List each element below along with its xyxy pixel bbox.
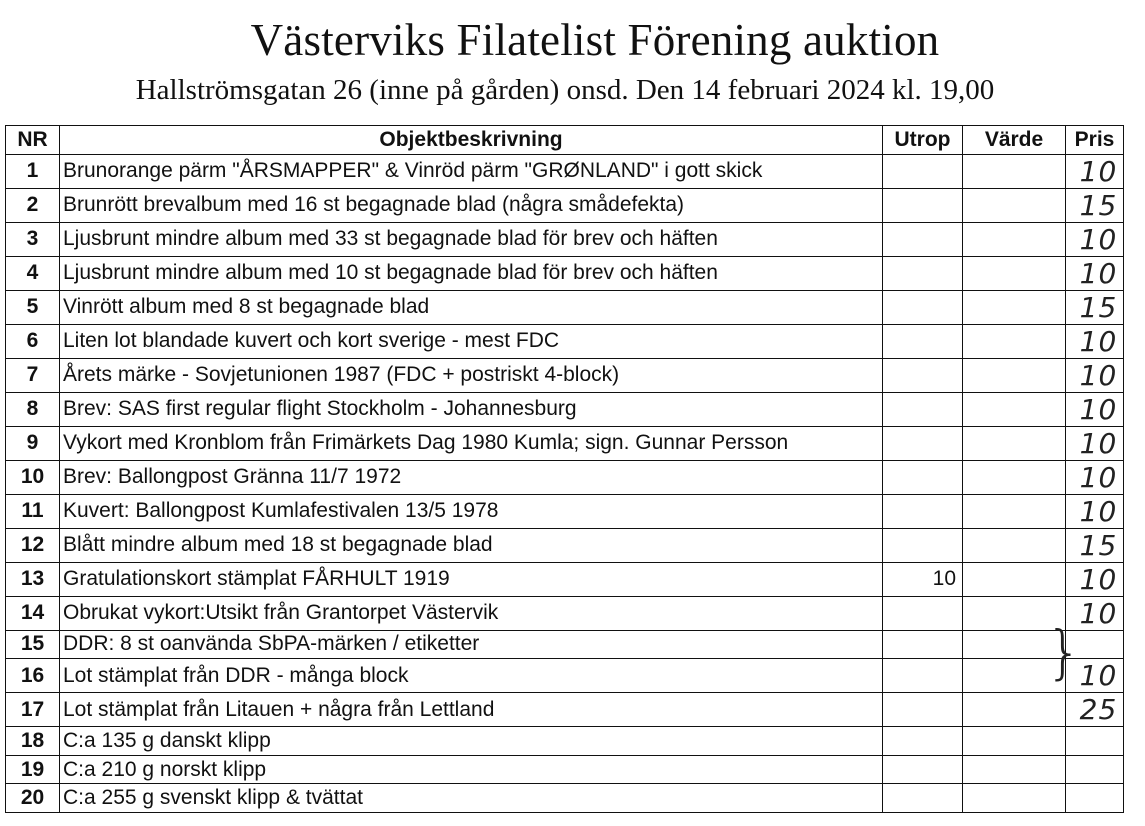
varde-cell (963, 324, 1066, 358)
pris-cell: 15 (1066, 528, 1124, 562)
utrop-cell (883, 693, 963, 727)
utrop-cell (883, 494, 963, 528)
description-cell: Lot stämplat från Litauen + några från Lettland (60, 693, 883, 727)
page-subtitle: Hallströmsgatan 26 (inne på gården) onsd. Den 14 februari 2024 kl. 19,00 (135, 74, 995, 106)
lot-number-cell: 9 (6, 426, 60, 460)
table-row (6, 426, 1124, 460)
table-row (6, 659, 1124, 693)
varde-cell (963, 494, 1066, 528)
pris-cell: 15 (1066, 188, 1124, 222)
lot-number-cell: 7 (6, 358, 60, 392)
pris-cell: 10 (1066, 256, 1124, 290)
handwritten-brace: } (1045, 618, 1083, 687)
pris-cell (1066, 784, 1124, 813)
description-cell: Lot stämplat från DDR - många block (60, 659, 883, 693)
pris-cell: 10 (1066, 596, 1124, 630)
varde-cell (963, 693, 1066, 727)
table-row (6, 290, 1124, 324)
utrop-cell (883, 755, 963, 784)
description-cell: C:a 210 g norskt klipp (60, 755, 883, 784)
table-row (6, 460, 1124, 494)
table-row (6, 784, 1124, 813)
pris-cell: 10 (1066, 392, 1124, 426)
pris-cell: 10 (1066, 494, 1124, 528)
utrop-cell (883, 784, 963, 813)
varde-cell (963, 460, 1066, 494)
table-row (6, 392, 1124, 426)
varde-cell (963, 528, 1066, 562)
description-cell: Ljusbrunt mindre album med 33 st begagnade blad för brev och häften (60, 222, 883, 256)
column-header-nr: NR (6, 126, 60, 155)
description-cell: Årets märke - Sovjetunionen 1987 (FDC + postriskt 4-block) (60, 358, 883, 392)
varde-cell (963, 290, 1066, 324)
description-cell: Vykort med Kronblom från Frimärkets Dag 1980 Kumla; sign. Gunnar Persson (60, 426, 883, 460)
utrop-cell (883, 324, 963, 358)
column-header-pris: Pris (1066, 126, 1124, 155)
description-cell: Liten lot blandade kuvert och kort sverige - mest FDC (60, 324, 883, 358)
table-row (6, 256, 1124, 290)
varde-cell (963, 727, 1066, 756)
lot-number-cell: 3 (6, 222, 60, 256)
utrop-cell (883, 528, 963, 562)
lot-number-cell: 20 (6, 784, 60, 813)
description-cell: DDR: 8 st oanvända SbPA-märken / etiketter (60, 630, 883, 659)
lot-number-cell: 18 (6, 727, 60, 756)
pris-cell: 25 (1066, 693, 1124, 727)
pris-cell (1066, 755, 1124, 784)
utrop-cell (883, 290, 963, 324)
table-row (6, 494, 1124, 528)
lot-number-cell: 16 (6, 659, 60, 693)
varde-cell (963, 562, 1066, 596)
description-cell: C:a 255 g svenskt klipp & tvättat (60, 784, 883, 813)
lot-number-cell: 11 (6, 494, 60, 528)
table-header (6, 126, 1124, 155)
utrop-cell (883, 154, 963, 188)
description-cell: Brev: Ballongpost Gränna 11/7 1972 (60, 460, 883, 494)
varde-cell (963, 784, 1066, 813)
table-row (6, 562, 1124, 596)
page-title: Västerviks Filatelist Förening auktion (250, 15, 940, 65)
varde-cell (963, 392, 1066, 426)
utrop-cell (883, 256, 963, 290)
varde-cell (963, 188, 1066, 222)
description-cell: Ljusbrunt mindre album med 10 st begagnade blad för brev och häften (60, 256, 883, 290)
description-cell: Brunorange pärm "ÅRSMAPPER" & Vinröd pärm "GRØNLAND" i gott skick (60, 154, 883, 188)
utrop-cell (883, 596, 963, 630)
table-row (6, 630, 1124, 659)
table-row (6, 755, 1124, 784)
varde-cell (963, 358, 1066, 392)
varde-cell (963, 256, 1066, 290)
lot-number-cell: 10 (6, 460, 60, 494)
lot-number-cell: 12 (6, 528, 60, 562)
pris-cell: 10 (1066, 324, 1124, 358)
table-row (6, 727, 1124, 756)
pris-cell: 10 (1066, 460, 1124, 494)
table-row (6, 528, 1124, 562)
utrop-cell (883, 659, 963, 693)
pris-cell: 10 (1066, 358, 1124, 392)
column-header-utrop: Utrop (883, 126, 963, 155)
varde-cell (963, 755, 1066, 784)
table-row (6, 358, 1124, 392)
pris-cell: 10 (1066, 562, 1124, 596)
lot-number-cell: 6 (6, 324, 60, 358)
table-row (6, 154, 1124, 188)
varde-cell (963, 426, 1066, 460)
utrop-cell (883, 392, 963, 426)
description-cell: Brev: SAS first regular flight Stockholm - Johannesburg (60, 392, 883, 426)
table-row (6, 693, 1124, 727)
lot-number-cell: 13 (6, 562, 60, 596)
table-row (6, 188, 1124, 222)
table-header-row (6, 126, 1124, 155)
varde-cell (963, 222, 1066, 256)
lot-number-cell: 8 (6, 392, 60, 426)
description-cell: Vinrött album med 8 st begagnade blad (60, 290, 883, 324)
description-cell: C:a 135 g danskt klipp (60, 727, 883, 756)
utrop-cell: 10 (883, 562, 963, 596)
table-row (6, 222, 1124, 256)
utrop-cell (883, 727, 963, 756)
pris-cell: 15 (1066, 290, 1124, 324)
pris-cell: 10 (1066, 222, 1124, 256)
utrop-cell (883, 426, 963, 460)
utrop-cell (883, 222, 963, 256)
utrop-cell (883, 188, 963, 222)
pris-cell: 10 (1066, 659, 1124, 693)
lot-number-cell: 17 (6, 693, 60, 727)
utrop-cell (883, 460, 963, 494)
lot-number-cell: 4 (6, 256, 60, 290)
lot-number-cell: 14 (6, 596, 60, 630)
varde-cell (963, 154, 1066, 188)
pris-cell: 10 (1066, 154, 1124, 188)
lot-number-cell: 1 (6, 154, 60, 188)
utrop-cell (883, 358, 963, 392)
pris-cell: 10 (1066, 426, 1124, 460)
utrop-cell (883, 630, 963, 659)
pris-cell (1066, 727, 1124, 756)
lot-number-cell: 15 (6, 630, 60, 659)
column-header-description: Objektbeskrivning (60, 126, 883, 155)
table-body (6, 154, 1124, 812)
description-cell: Obrukat vykort:Utsikt från Grantorpet Västervik (60, 596, 883, 630)
lot-number-cell: 5 (6, 290, 60, 324)
lot-number-cell: 19 (6, 755, 60, 784)
table-row (6, 324, 1124, 358)
auction-table (5, 125, 1124, 813)
column-header-varde: Värde (963, 126, 1066, 155)
description-cell: Gratulationskort stämplat FÅRHULT 1919 (60, 562, 883, 596)
description-cell: Blått mindre album med 18 st begagnade blad (60, 528, 883, 562)
table-row (6, 596, 1124, 630)
description-cell: Brunrött brevalbum med 16 st begagnade blad (några smådefekta) (60, 188, 883, 222)
lot-number-cell: 2 (6, 188, 60, 222)
description-cell: Kuvert: Ballongpost Kumlafestivalen 13/5 1978 (60, 494, 883, 528)
